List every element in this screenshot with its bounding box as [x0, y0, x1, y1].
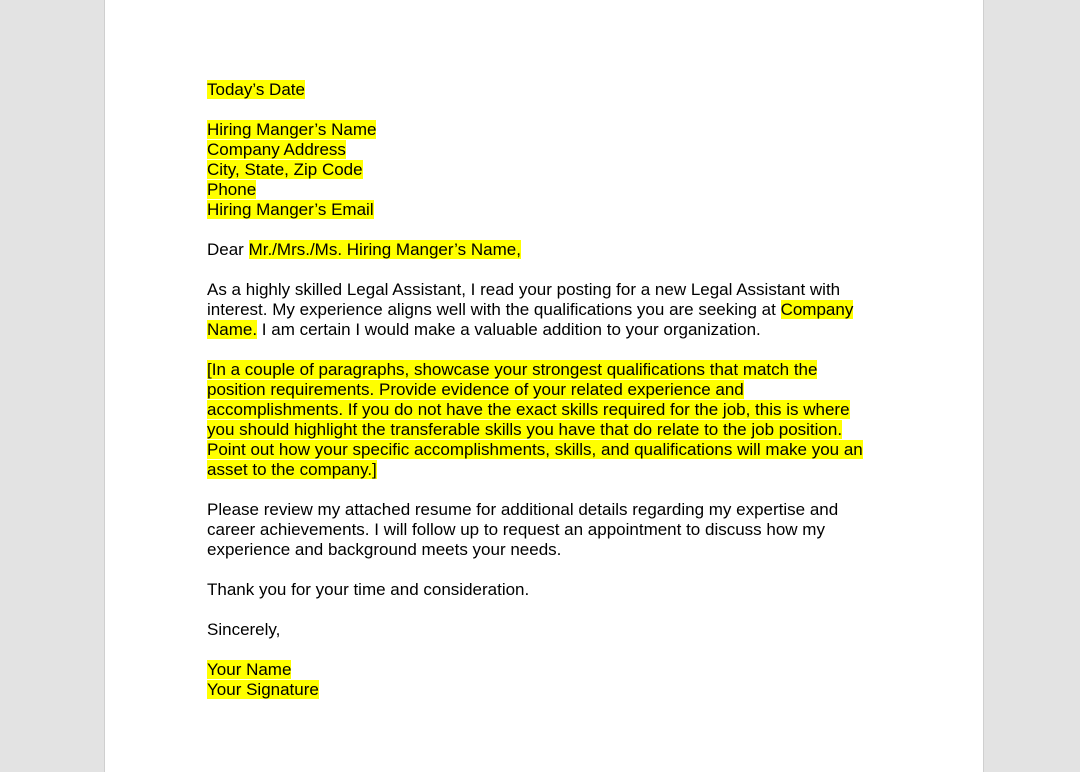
recipient-phone: Phone — [207, 180, 257, 199]
placeholder-line: Point out how your specific accomplishments, skills, and qualifications will make you an — [207, 440, 863, 459]
signer-name-placeholder: Your Name — [207, 660, 292, 679]
company-name-placeholder: Name. — [207, 320, 258, 339]
placeholder-line: asset to the company.] — [207, 460, 377, 479]
salutation — [207, 240, 887, 260]
salutation-name: Mr./Mrs./Ms. Hiring Manger’s Name, — [248, 240, 521, 259]
intro-line: interest. My experience aligns well with the qualifications you are seeking at Company — [207, 300, 854, 319]
placeholder-line: [In a couple of paragraphs, showcase your strongest qualifications that match the — [207, 360, 818, 379]
placeholder-line: you should highlight the transferable skills you have that do relate to the job position. — [207, 420, 843, 439]
letter-body — [207, 80, 887, 720]
followup-line: Please review my attached resume for additional details regarding my expertise and — [207, 500, 839, 519]
recipient-block — [207, 120, 887, 220]
recipient-address: Company Address — [207, 140, 346, 159]
qualifications-placeholder-paragraph — [207, 360, 887, 480]
signature-placeholder: Your Signature — [207, 680, 319, 699]
placeholder-line: position requirements. Provide evidence of your related experience and — [207, 380, 744, 399]
intro-paragraph — [207, 280, 887, 340]
recipient-name: Hiring Manger’s Name — [207, 120, 377, 139]
closing: Sincerely, — [207, 620, 281, 639]
thanks-paragraph: Thank you for your time and consideration. — [207, 580, 530, 599]
followup-line: career achievements. I will follow up to request an appointment to discuss how my — [207, 520, 825, 539]
placeholder-line: accomplishments. If you do not have the exact skills required for the job, this is where — [207, 400, 850, 419]
followup-line: experience and background meets your needs. — [207, 540, 562, 559]
date-block — [207, 80, 887, 100]
company-name-placeholder: Company — [780, 300, 854, 319]
salutation-prefix: Dear — [207, 240, 249, 259]
signature-block — [207, 660, 887, 700]
recipient-city-state-zip: City, State, Zip Code — [207, 160, 363, 179]
intro-line: As a highly skilled Legal Assistant, I read your posting for a new Legal Assistant with — [207, 280, 841, 299]
followup-paragraph — [207, 500, 887, 560]
recipient-email: Hiring Manger’s Email — [207, 200, 374, 219]
document-page — [104, 0, 984, 772]
date-placeholder: Today’s Date — [207, 80, 305, 99]
intro-line: Name. I am certain I would make a valuable addition to your organization. — [207, 320, 761, 339]
